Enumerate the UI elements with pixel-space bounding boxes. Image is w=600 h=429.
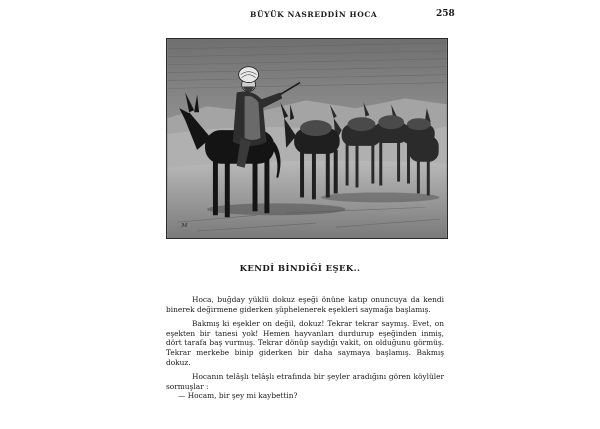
page-number: 258 [436,9,455,19]
paragraph: Hocanın telâşlı telâşlı etrafında bir şeyler aradığını gören köylüler sormuşlar : [166,372,444,391]
running-head: BÜYÜK NASREDDİN HOCA [250,10,378,19]
svg-text:M: M [181,222,188,230]
illustration [166,38,448,239]
chapter-title: KENDİ BİNDİĞİ EŞEK.. [239,264,361,274]
donkey-caravan-illustration [167,39,447,238]
paragraph: Hoca, buğday yüklü dokuz eşeği önüne katıp onuncuya da kendi binerek değirmene giderken şüphelenerek eşekleri saymağa başlamış. [166,295,444,314]
story-body [166,295,444,406]
dialogue-line: — Hocam, bir şey mi kaybettin? [178,391,298,401]
paragraph: Bakmış ki eşekler on değil, dokuz! Tekrar tekrar saymış. Evet, on eşekten bir tanesi yok! Hemen hayvanları durdurup eşeğinden inmiş, dört tarafa baş vurmuş. Tekrar dönüp saydığı vakit, on olduğunu görmüş. Tekrar merkebe binip giderken bir daha saymaya başlamış. Bakmış dokuz. [166,319,444,367]
